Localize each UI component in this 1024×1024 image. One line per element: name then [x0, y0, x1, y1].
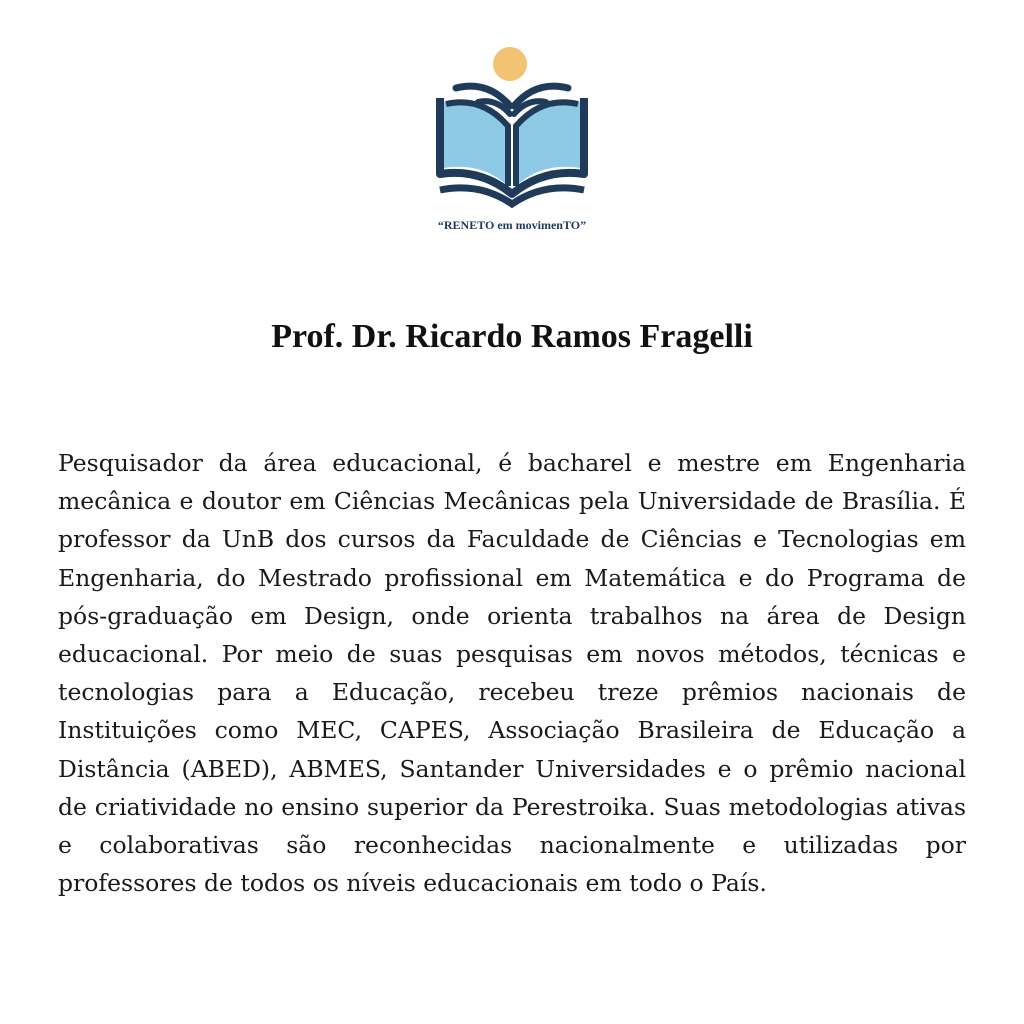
- sun-icon: [493, 47, 527, 81]
- bio-paragraph: Pesquisador da área educacional, é bacharel e mestre em Engenharia mecânica e doutor em Ciências Mecânicas pela Universidade de Brasília. É professor da UnB dos cursos da Faculdade de Ciências e Tecnologias em Engenharia, do Mestrado profissional em Matemática e do Programa de pós-graduação em Design, onde orienta trabalhos na área de Design educacional. Por meio de suas pesquisas em novos métodos, técnicas e tecnologias para a Educação, recebeu treze prêmios nacionais de Instituições como MEC, CAPES, Associação Brasileira de Educação a Distância (ABED), ABMES, Santander Universidades e o prêmio nacional de criatividade no ensino superior da Perestroika. Suas metodologias ativas e colaborativas são reconhecidas nacionalmente e utilizadas por professores de todos os níveis educacionais em todo o País.: [58, 449, 966, 898]
- logo-tagline: “RENETO em movimenTO”: [437, 218, 587, 232]
- logo: [0, 40, 1024, 240]
- open-book-with-sun-icon: [432, 44, 592, 214]
- page-title: Prof. Dr. Ricardo Ramos Fragelli: [271, 318, 753, 355]
